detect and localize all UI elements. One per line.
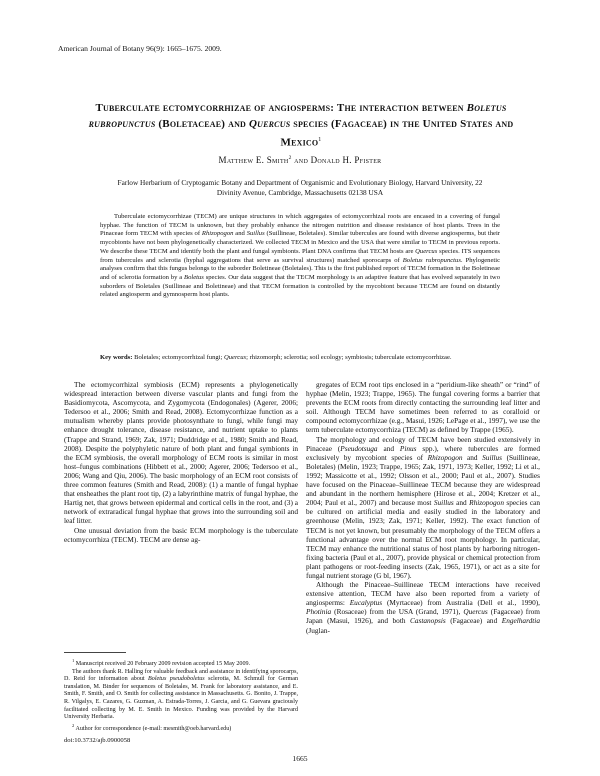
- body-genus: Engelhardtia: [501, 616, 540, 626]
- affiliation: [95, 178, 505, 198]
- body-text: (Suillineae, Boletales) (Melin, 1923; Trappe, 1965; Zak, 1971, 1973; Keller, 1992; Li et al., 1992; Massicotte et al., 1992; Olsson et al., 2000; Paul et al., 2007). Studies have focused on the Pinaceae–Suillineae TECM because they are widespread and abundant in the northern hemisphere (Hirose et al., 2004; Kretzer et al., 2004; Paul et al., 2007) and because most: [306, 452, 540, 508]
- author-1-mark: 2: [288, 155, 292, 161]
- body-text: spp.), where tubercules are formed exclusively by mycobiont species of: [306, 443, 540, 462]
- author-2: Donald H. Pfister: [310, 155, 382, 165]
- abstract-genus: Boletus rubropunctus: [402, 256, 461, 264]
- footnote-divider: [64, 652, 126, 653]
- body-paragraph: The ectomycorrhizal symbiosis (ECM) represents a phylogenetically widespread interaction between diverse vascular plants and fungi from the Basidiomycota, Ascomycota, and Zygomycota (Endogonales) (Agerer, 2006; Tedersoo et al., 2006; Smith and Read, 2008). Ectomycorrhizae function as a mutualism whereby plants provide photosynthate to fungi, while fungi may enhance drought tolerance, disease resistance, and nutrient uptake to plants (Trappe and Strand, 1969; Zak, 1971; Duddridge et al., 1980; Smith and Read, 2008). Despite the polyphyletic nature of both plant and fungal symbionts in the ECM symbiosis, the overall morphology of ECM roots is similar in most host–fungus combinations (Hibbett et al., 2000; Agerer, 2006; Tedersoo et al., 2006; Wang and Qiu, 2006). The basic morphology of an ECM root consists of three common features (Smith and Read, 2008): (1) a mantle of fungal hyphae that ensheathes the plant root tip, (2) a labyrinthine matrix of fungal hyphae, the Hartig net, that grows between epidermal and cortical cells in the root, and (3) a network of extraradical fungal hyphae that grows into the surrounding soil and leaf litter.: [64, 380, 298, 526]
- body-text: (Rosaceae) from the USA (Grand, 1971),: [331, 607, 464, 617]
- body-text: gregates of ECM root tips enclosed in a “peridium-like sheath” or “rind” of hyphae (Melin, 1923; Trappe, 1965). The fungal covering forms a barrier that prevents the ECM roots from directly contacting the surrounding leaf litter and soil. Although TECM have sometimes been referred to as coralloid or compound ectomycorrhizae (e.g., Masui, 1926; LePage et al., 1997), we use the term tuberculate ectomycorrhiza (TECM) as defined by Trappe (1965).: [306, 380, 540, 435]
- title-part-1: Tuberculate ectomycorrhizae of angiosperms: The interaction between: [95, 102, 467, 114]
- body-genus: Quercus: [463, 607, 488, 617]
- body-paragraph: One unusual deviation from the basic ECM morphology is the tuberculate ectomycorrhiza (TECM). TECM are dense ag-: [64, 525, 298, 544]
- footnote-1: [64, 657, 298, 669]
- footnotes: [64, 657, 298, 733]
- article-title: [78, 100, 524, 151]
- title-part-3: species (Fagaceae) in the United States and Mexico: [280, 118, 514, 149]
- keywords-genus: Quercus: [223, 354, 247, 361]
- page-number: 1665: [292, 754, 308, 763]
- abstract-text: (Suillineae, Boletales). Similar tubercules are found with diverse angiosperms, but their mycobionts have not been phylogenetically characterized. We collected TECM in Mexico and the USA that were similar to TECM in previous reports. We describe these TECM and identify both the plant and fungal symbionts. Plant DNA confirms that TECM hosts are: [100, 230, 500, 255]
- footnote-acknowledgments: [64, 669, 298, 722]
- author-list: [60, 155, 540, 165]
- keywords-text: Boletales; ectomycorrhizal fungi;: [132, 354, 224, 361]
- body-genus: Eucalyptus: [349, 598, 383, 608]
- author-1: Matthew E. Smith: [218, 155, 289, 165]
- body-genus: Rhizopogon: [469, 498, 504, 508]
- abstract-genus: Quercus: [415, 247, 438, 255]
- footnote-text: Manuscript received 20 February 2009 revision accepted 15 May 2009.: [75, 661, 251, 668]
- abstract-genus: Suillus: [246, 230, 265, 238]
- body-genus: Castanopsis: [410, 616, 446, 626]
- abstract-genus: Rhizopogon: [201, 230, 234, 238]
- doi: doi:10.3732/ajb.0900058: [64, 737, 131, 744]
- title-footnote-mark: 1: [318, 137, 322, 143]
- body-text: and: [377, 443, 400, 453]
- body-text: Although the Pinaceae–Suillineae TECM interactions have received extensive attention, TECM have also been reported from a variety of angiosperms:: [306, 580, 540, 608]
- body-text: The morphology and ecology of TECM have been studied extensively in Pinaceae (: [306, 434, 540, 453]
- footnote-text: The authors thank R. Halling for valuable feedback and assistance in identifying sporocarps, D. Reid for information about: [64, 668, 298, 683]
- body-paragraph: [306, 380, 540, 435]
- body-column-right: [306, 380, 540, 635]
- body-text: and: [462, 452, 483, 462]
- affiliation-line-1: Farlow Herbarium of Cryptogamic Botany and Department of Organismic and Evolutionary Biology, Harvard University, 22: [117, 178, 483, 187]
- body-column-left: [64, 380, 298, 544]
- body-text: (Juglan-: [306, 625, 330, 635]
- keywords-text: ; rhizomorph; sclerotia; soil ecology; symbiosis; tuberculate ectomycorrhizae.: [246, 354, 452, 361]
- body-genus: Rhizopogon: [427, 452, 463, 462]
- abstract-genus: Boletus: [184, 273, 204, 281]
- footnote-2: [64, 722, 298, 734]
- body-genus: Suillus: [433, 498, 454, 508]
- footnote-mark: 2: [72, 722, 75, 728]
- abstract-text: Tuberculate ectomycorrhizae (TECM) are unique structures in which aggregates of ectomycorrhizal roots are encased in a covering of fungal hyphae. The function of TECM is unknown, but they probably enhance the nitrogen nutrition and disease resistance of host plants. Trees in the Pinaceae form TECM with species of: [100, 213, 500, 238]
- abstract-text: . Phylogenetic analyses confirm that this fungus belongs to the suborder Boletineae (Boletales). This is the first published report of TECM formation in the Boletineae and of sclerotia formation by a: [100, 256, 500, 281]
- keywords: [100, 353, 500, 362]
- body-genus: Suillus: [482, 452, 503, 462]
- abstract-text: and: [233, 230, 247, 238]
- affiliation-line-2: Divinity Avenue, Cambridge, Massachusetts 02138 USA: [216, 188, 384, 197]
- body-text: species can be cultured on artificial media and easily studied in the laboratory and greenhouse (Melin, 1923; Zak, 1971; Keller, 1992). The exact function of TECM is not yet known, but presumably the morphology of the TECM offers a functional advantage over the normal ECM root morphology. In particular, TECM may enhance the nutritional status of host plants by harboring nitrogen-fixing bacteria (Paul et al., 2007), provide physical or chemical protection from plant pathogens or root-feeding insects (Zak, 1965, 1971), or act as a site for fungal nutrient storage (G bl, 1967).: [306, 498, 540, 580]
- footnote-genus: Boletus pseudoboletus: [148, 676, 205, 683]
- body-genus: Photinia: [306, 607, 332, 617]
- keywords-label: Key words:: [100, 354, 133, 361]
- journal-citation: American Journal of Botany 96(9): 1665–1675. 2009.: [58, 44, 222, 53]
- body-paragraph: [306, 580, 540, 635]
- body-paragraph: [306, 435, 540, 581]
- title-part-2: (Boletaceae) and: [155, 118, 249, 130]
- title-genus-boletus: Boletus rubropunctus: [88, 102, 507, 130]
- body-text: (Fagaceae) from Japan (Masui, 1926), and both: [306, 607, 540, 626]
- body-text: (Myrtaceae) from Australia (Dell et al., 1990),: [382, 598, 540, 608]
- body-text: and: [453, 498, 470, 508]
- footnote-mark: 1: [72, 658, 75, 663]
- body-genus: Pinus: [399, 443, 417, 453]
- author-conjunction: and: [291, 155, 311, 165]
- body-genus: Pseudotsuga: [340, 443, 378, 453]
- body-text: (Fagaceae) and: [445, 616, 502, 626]
- title-genus-quercus: Quercus: [248, 118, 291, 130]
- footnote-text: Author for correspondence (e-mail: mesmith@oeb.harvard.edu): [75, 725, 232, 732]
- abstract-text: species. ITS sequences from tubercules and sclerotia (hyphal aggregations that serve as survival structures) matched sporocarps of: [100, 247, 500, 264]
- abstract: [100, 213, 500, 300]
- footnote-text: sclerotia, M. Schmull for German translation, M. Binder for sequences of Boletales, M. Frank for laboratory assistance, and E. Smith, F. Smith, and O. Smith for collecting assistance in Massachusetts. G. Bonito, J. Trappe, R. Vilgalys, E. Cazares, G. Guzman, A. Estrada-Torres, J. Garcia, and G. Guevara graciously facilitated collecting by M. E. Smith in Mexico. Funding was provided by the Harvard University Herbaria.: [64, 676, 298, 721]
- abstract-text: species. Our data suggest that the TECM morphology is an adaptive feature that has evolved separately in two suborders of Boletales (Suillineae and Boletineae) and that TECM formation is controlled by the mycobiont because TECM are found on distantly related angiosperm and gymnosperm host plants.: [100, 273, 500, 299]
